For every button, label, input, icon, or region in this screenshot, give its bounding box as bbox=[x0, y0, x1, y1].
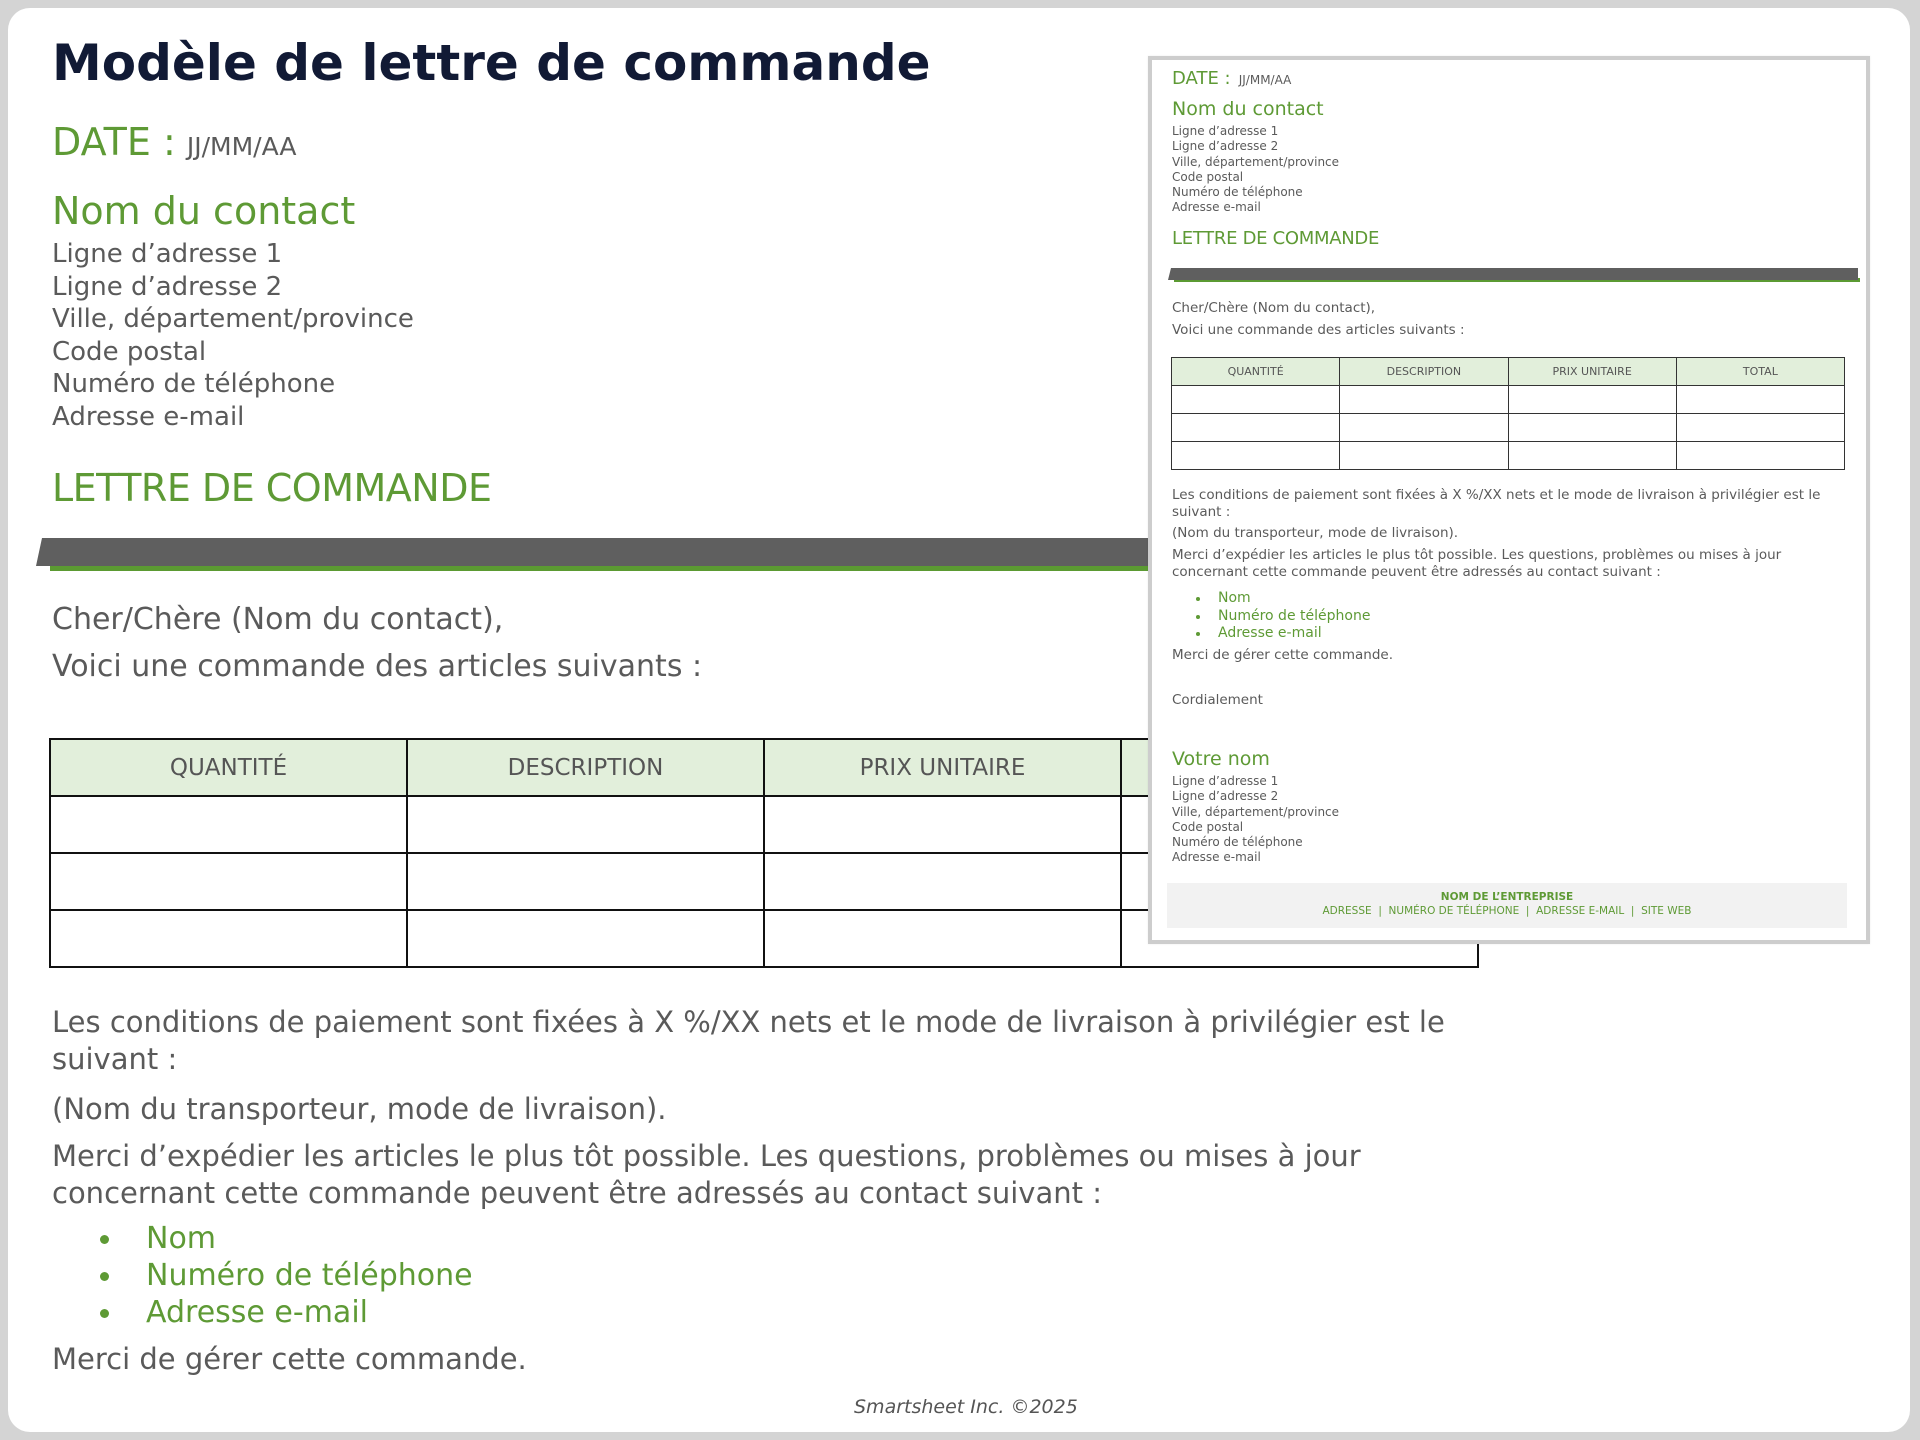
table-row bbox=[1172, 442, 1845, 470]
bullet-icon bbox=[100, 1235, 109, 1244]
address-line: Ligne d’adresse 2 bbox=[52, 271, 283, 302]
date-row bbox=[52, 120, 296, 164]
list-item: Numéro de téléphone bbox=[1196, 608, 1370, 626]
list-item: Nom bbox=[1196, 590, 1370, 608]
bullet-icon bbox=[1196, 632, 1200, 636]
bullet-icon bbox=[1196, 615, 1200, 619]
list-item bbox=[98, 1257, 473, 1294]
page-frame bbox=[8, 8, 1910, 1432]
address-line: Adresse e-mail bbox=[1172, 850, 1261, 865]
table-cell[interactable] bbox=[407, 796, 764, 853]
address-line: Numéro de téléphone bbox=[1172, 835, 1303, 850]
carrier-info: (Nom du transporteur, mode de livraison). bbox=[52, 1092, 667, 1126]
address-line: Ville, département/province bbox=[52, 304, 414, 334]
payment-terms: Les conditions de paiement sont fixées à X %/XX nets et le mode de livraison à privilégier est le suivant : bbox=[52, 1005, 1445, 1076]
list-item-label: Adresse e-mail bbox=[146, 1295, 368, 1330]
company-name: NOM DE L’ENTREPRISE bbox=[1440, 891, 1574, 903]
preview-date-label: DATE : bbox=[1172, 68, 1231, 89]
preview-contact-points bbox=[1196, 590, 1370, 643]
preview-your-address bbox=[1172, 774, 1339, 866]
address-line: Ligne d’adresse 2 bbox=[1172, 789, 1279, 804]
contact-name: Nom du contact bbox=[52, 189, 356, 233]
preview-closing: Cordialement bbox=[1172, 692, 1263, 708]
table-cell[interactable] bbox=[764, 853, 1121, 910]
preview-contact-name: Nom du contact bbox=[1172, 98, 1324, 120]
preview-divider-bar bbox=[1168, 268, 1858, 280]
preview-thanks: Merci de gérer cette commande. bbox=[1172, 647, 1394, 663]
column-header-total: TOTAL bbox=[1676, 358, 1844, 386]
preview-section-title: LETTRE DE COMMANDE bbox=[1172, 228, 1380, 249]
address-line: Numéro de téléphone bbox=[1172, 185, 1303, 200]
divider-bar bbox=[36, 538, 1196, 566]
table-cell[interactable] bbox=[764, 910, 1121, 967]
greeting: Cher/Chère (Nom du contact), bbox=[52, 602, 504, 637]
list-item bbox=[98, 1220, 473, 1257]
contact-points-list bbox=[98, 1220, 473, 1331]
table-cell[interactable] bbox=[407, 910, 764, 967]
column-header-description: DESCRIPTION bbox=[1340, 358, 1508, 386]
address-line: Numéro de téléphone bbox=[52, 369, 336, 399]
list-item-label: Nom bbox=[146, 1221, 217, 1256]
preview-contact-address bbox=[1172, 124, 1339, 216]
table-row bbox=[1172, 414, 1845, 442]
preview-your-name: Votre nom bbox=[1172, 748, 1270, 770]
preview-date-row bbox=[1172, 68, 1291, 89]
address-line: Ligne d’adresse 1 bbox=[52, 239, 283, 269]
thanks-text: Merci de gérer cette commande. bbox=[52, 1342, 527, 1376]
address-line: Ville, département/province bbox=[1172, 804, 1340, 819]
preview-intro: Voici une commande des articles suivants : bbox=[1172, 322, 1465, 338]
address-line: Ligne d’adresse 1 bbox=[1172, 774, 1279, 788]
bullet-icon bbox=[1196, 597, 1200, 601]
date-label: DATE : bbox=[52, 120, 176, 164]
company-contacts: ADRESSE | NUMÉRO DE TÉLÉPHONE | ADRESSE E-MAIL | SITE WEB bbox=[1322, 905, 1692, 917]
page-title: Modèle de lettre de commande bbox=[52, 34, 931, 92]
list-item-label: Numéro de téléphone bbox=[146, 1258, 473, 1293]
table-header-row bbox=[1172, 358, 1845, 386]
table-cell[interactable] bbox=[764, 796, 1121, 853]
preview-order-table bbox=[1171, 357, 1845, 470]
column-header-description: DESCRIPTION bbox=[407, 739, 764, 796]
column-header-unit-price: PRIX UNITAIRE bbox=[764, 739, 1121, 796]
table-cell[interactable] bbox=[50, 910, 407, 967]
intro-text: Voici une commande des articles suivants : bbox=[52, 649, 703, 684]
shipping-request: Merci d’expédier les articles le plus tôt possible. Les questions, problèmes ou mises à jour concernant cette commande peuvent être adressés au contact suivant : bbox=[52, 1139, 1361, 1210]
address-line: Adresse e-mail bbox=[1172, 200, 1261, 215]
address-line: Code postal bbox=[52, 336, 207, 367]
column-header-quantity: QUANTITÉ bbox=[1172, 358, 1340, 386]
table-row bbox=[1172, 386, 1845, 414]
table-cell[interactable] bbox=[50, 853, 407, 910]
address-line: Ligne d’adresse 1 bbox=[1172, 124, 1279, 138]
list-item bbox=[98, 1294, 473, 1331]
preview-greeting: Cher/Chère (Nom du contact), bbox=[1172, 300, 1376, 316]
preview-company-footer bbox=[1167, 883, 1847, 928]
address-line: Code postal bbox=[1172, 169, 1244, 184]
section-title: LETTRE DE COMMANDE bbox=[52, 466, 492, 510]
contact-address bbox=[52, 238, 414, 433]
address-line: Adresse e-mail bbox=[52, 401, 245, 432]
bullet-icon bbox=[100, 1272, 109, 1281]
address-line: Code postal bbox=[1172, 819, 1244, 834]
address-line: Ville, département/province bbox=[1172, 154, 1340, 169]
preview-date-value: JJ/MM/AA bbox=[1238, 73, 1292, 87]
table-cell[interactable] bbox=[50, 796, 407, 853]
column-header-unit-price: PRIX UNITAIRE bbox=[1508, 358, 1676, 386]
preview-payment-terms: Les conditions de paiement sont fixées à X %/XX nets et le mode de livraison à privilégier est le suivant : bbox=[1172, 487, 1821, 520]
bullet-icon bbox=[100, 1309, 109, 1318]
preview-carrier: (Nom du transporteur, mode de livraison). bbox=[1172, 525, 1459, 541]
copyright-credit: Smartsheet Inc. ©2025 bbox=[854, 1396, 1078, 1418]
table-cell[interactable] bbox=[407, 853, 764, 910]
preview-shipping-request: Merci d’expédier les articles le plus tôt possible. Les questions, problèmes ou mises à jour concernant cette commande peuvent être adressés au contact suivant : bbox=[1172, 547, 1782, 580]
date-value: JJ/MM/AA bbox=[186, 132, 297, 161]
column-header-quantity: QUANTITÉ bbox=[50, 739, 407, 796]
address-line: Ligne d’adresse 2 bbox=[1172, 139, 1279, 154]
document-preview bbox=[1148, 56, 1870, 944]
list-item: Adresse e-mail bbox=[1196, 625, 1370, 643]
